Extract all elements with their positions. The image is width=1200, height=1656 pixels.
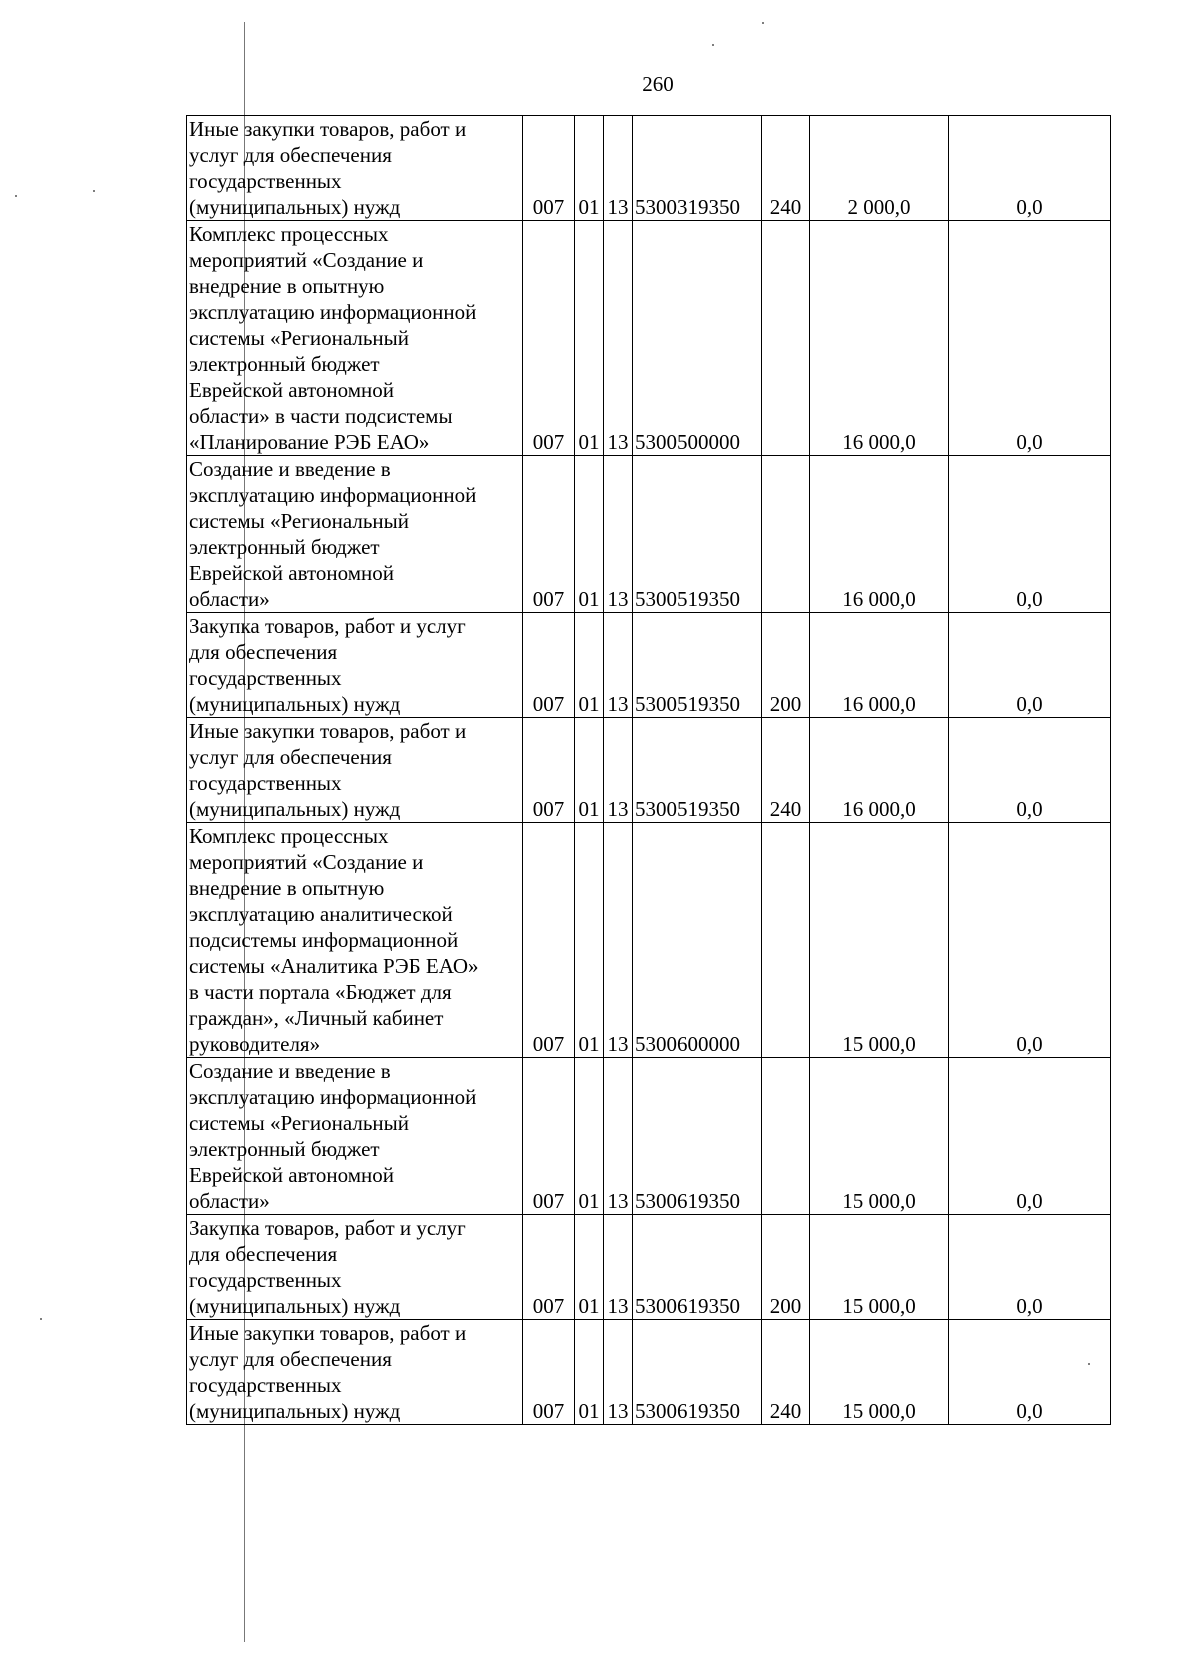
- scan-speck: [40, 1318, 42, 1320]
- expense-name-cell: [187, 823, 523, 1058]
- amount-year2-cell: 0,0: [949, 456, 1111, 613]
- budget-table: [186, 115, 1111, 1425]
- expense-type-cell: [762, 456, 810, 613]
- target-article-cell: 5300619350: [633, 1058, 762, 1215]
- amount-year1-cell: 15 000,0: [810, 823, 949, 1058]
- expense-name-line: Закупка товаров, работ и услуг: [189, 1216, 466, 1240]
- expense-name-cell: [187, 1320, 523, 1425]
- ministry-code-cell: 007: [523, 116, 575, 221]
- expense-type-cell: 200: [762, 613, 810, 718]
- subsection-code-cell: 13: [604, 823, 633, 1058]
- expense-name-line: электронный бюджет: [189, 1137, 380, 1161]
- expense-name-line: в части портала «Бюджет для: [189, 980, 452, 1004]
- expense-type-cell: 200: [762, 1215, 810, 1320]
- table-row: [187, 613, 1111, 718]
- amount-year1-cell: 15 000,0: [810, 1058, 949, 1215]
- expense-name-line: системы «Аналитика РЭБ ЕАО»: [189, 954, 479, 978]
- subsection-code-cell: 13: [604, 718, 633, 823]
- expense-type-cell: 240: [762, 116, 810, 221]
- subsection-code-cell: 13: [604, 1058, 633, 1215]
- amount-year2-cell: 0,0: [949, 1215, 1111, 1320]
- target-article-cell: 5300500000: [633, 221, 762, 456]
- expense-name-cell: [187, 1215, 523, 1320]
- target-article-cell: 5300600000: [633, 823, 762, 1058]
- target-article-cell: 5300319350: [633, 116, 762, 221]
- amount-year2-cell: 0,0: [949, 1058, 1111, 1215]
- amount-year2-cell: 0,0: [949, 1320, 1111, 1425]
- expense-name-line: Иные закупки товаров, работ и: [189, 719, 467, 743]
- expense-name-line: (муниципальных) нужд: [189, 195, 401, 219]
- table-row: [187, 823, 1111, 1058]
- expense-name-line: эксплуатацию информационной: [189, 300, 477, 324]
- expense-name-line: эксплуатацию аналитической: [189, 902, 453, 926]
- expense-name-line: (муниципальных) нужд: [189, 1294, 401, 1318]
- section-code-cell: 01: [575, 1320, 604, 1425]
- amount-year1-cell: 16 000,0: [810, 718, 949, 823]
- ministry-code-cell: 007: [523, 1320, 575, 1425]
- table-row: [187, 456, 1111, 613]
- section-code-cell: 01: [575, 613, 604, 718]
- amount-year2-cell: 0,0: [949, 221, 1111, 456]
- expense-name-line: Комплекс процессных: [189, 824, 389, 848]
- expense-name-cell: [187, 718, 523, 823]
- expense-name-line: для обеспечения: [189, 640, 338, 664]
- expense-name-line: (муниципальных) нужд: [189, 1399, 401, 1423]
- expense-name-line: граждан», «Личный кабинет: [189, 1006, 444, 1030]
- expense-name-cell: [187, 1058, 523, 1215]
- expense-name-line: системы «Региональный: [189, 326, 409, 350]
- expense-name-line: внедрение в опытную: [189, 876, 385, 900]
- target-article-cell: 5300519350: [633, 456, 762, 613]
- section-code-cell: 01: [575, 456, 604, 613]
- expense-name-line: мероприятий «Создание и: [189, 850, 424, 874]
- amount-year2-cell: 0,0: [949, 718, 1111, 823]
- amount-year1-cell: 16 000,0: [810, 221, 949, 456]
- expense-name-line: (муниципальных) нужд: [189, 797, 401, 821]
- expense-name-line: Иные закупки товаров, работ и: [189, 1321, 467, 1345]
- section-code-cell: 01: [575, 116, 604, 221]
- expense-name-cell: [187, 456, 523, 613]
- table-row: [187, 1215, 1111, 1320]
- subsection-code-cell: 13: [604, 221, 633, 456]
- section-code-cell: 01: [575, 718, 604, 823]
- expense-name-line: «Планирование РЭБ ЕАО»: [189, 430, 430, 454]
- expense-name-line: области» в части подсистемы: [189, 404, 453, 428]
- subsection-code-cell: 13: [604, 613, 633, 718]
- expense-type-cell: [762, 1058, 810, 1215]
- ministry-code-cell: 007: [523, 456, 575, 613]
- expense-name-line: Создание и введение в: [189, 1059, 391, 1083]
- expense-type-cell: 240: [762, 718, 810, 823]
- expense-name-cell: [187, 116, 523, 221]
- expense-name-line: государственных: [189, 1373, 342, 1397]
- target-article-cell: 5300619350: [633, 1320, 762, 1425]
- expense-name-line: Иные закупки товаров, работ и: [189, 117, 467, 141]
- expense-name-line: области»: [189, 587, 270, 611]
- section-code-cell: 01: [575, 823, 604, 1058]
- expense-name-line: для обеспечения: [189, 1242, 338, 1266]
- subsection-code-cell: 13: [604, 456, 633, 613]
- expense-name-line: области»: [189, 1189, 270, 1213]
- amount-year1-cell: 15 000,0: [810, 1320, 949, 1425]
- amount-year1-cell: 16 000,0: [810, 456, 949, 613]
- expense-name-line: электронный бюджет: [189, 535, 380, 559]
- ministry-code-cell: 007: [523, 221, 575, 456]
- expense-name-line: эксплуатацию информационной: [189, 1085, 477, 1109]
- expense-type-cell: [762, 823, 810, 1058]
- amount-year1-cell: 2 000,0: [810, 116, 949, 221]
- page-number: 260: [642, 72, 674, 96]
- expense-name-line: услуг для обеспечения: [189, 1347, 392, 1371]
- amount-year1-cell: 15 000,0: [810, 1215, 949, 1320]
- expense-name-line: Создание и введение в: [189, 457, 391, 481]
- expense-name-line: подсистемы информационной: [189, 928, 459, 952]
- expense-name-line: системы «Региональный: [189, 509, 409, 533]
- amount-year1-cell: 16 000,0: [810, 613, 949, 718]
- ministry-code-cell: 007: [523, 823, 575, 1058]
- expense-name-line: государственных: [189, 1268, 342, 1292]
- ministry-code-cell: 007: [523, 1058, 575, 1215]
- scan-speck: [15, 195, 17, 197]
- expense-name-line: Закупка товаров, работ и услуг: [189, 614, 466, 638]
- scan-speck: [712, 44, 714, 46]
- table-row: [187, 1320, 1111, 1425]
- amount-year2-cell: 0,0: [949, 823, 1111, 1058]
- table-row: [187, 1058, 1111, 1215]
- expense-name-line: электронный бюджет: [189, 352, 380, 376]
- expense-name-line: руководителя»: [189, 1032, 321, 1056]
- expense-type-cell: [762, 221, 810, 456]
- expense-name-line: услуг для обеспечения: [189, 143, 392, 167]
- expense-name-line: эксплуатацию информационной: [189, 483, 477, 507]
- expense-name-line: системы «Региональный: [189, 1111, 409, 1135]
- expense-name-line: (муниципальных) нужд: [189, 692, 401, 716]
- subsection-code-cell: 13: [604, 1320, 633, 1425]
- ministry-code-cell: 007: [523, 718, 575, 823]
- expense-name-cell: [187, 613, 523, 718]
- ministry-code-cell: 007: [523, 613, 575, 718]
- table-row: [187, 221, 1111, 456]
- expense-name-line: услуг для обеспечения: [189, 745, 392, 769]
- expense-name-line: Еврейской автономной: [189, 1163, 394, 1187]
- expense-name-line: государственных: [189, 771, 342, 795]
- expense-name-line: мероприятий «Создание и: [189, 248, 424, 272]
- amount-year2-cell: 0,0: [949, 116, 1111, 221]
- section-code-cell: 01: [575, 1215, 604, 1320]
- expense-type-cell: 240: [762, 1320, 810, 1425]
- ministry-code-cell: 007: [523, 1215, 575, 1320]
- amount-year2-cell: 0,0: [949, 613, 1111, 718]
- expense-name-cell: [187, 221, 523, 456]
- subsection-code-cell: 13: [604, 116, 633, 221]
- section-code-cell: 01: [575, 1058, 604, 1215]
- target-article-cell: 5300619350: [633, 1215, 762, 1320]
- scan-speck: [762, 22, 764, 24]
- target-article-cell: 5300519350: [633, 613, 762, 718]
- scan-speck: [93, 190, 95, 192]
- expense-name-line: Комплекс процессных: [189, 222, 389, 246]
- table-row: [187, 116, 1111, 221]
- expense-name-line: государственных: [189, 169, 342, 193]
- section-code-cell: 01: [575, 221, 604, 456]
- expense-name-line: Еврейской автономной: [189, 561, 394, 585]
- expense-name-line: Еврейской автономной: [189, 378, 394, 402]
- target-article-cell: 5300519350: [633, 718, 762, 823]
- expense-name-line: внедрение в опытную: [189, 274, 385, 298]
- expense-name-line: государственных: [189, 666, 342, 690]
- subsection-code-cell: 13: [604, 1215, 633, 1320]
- table-row: [187, 718, 1111, 823]
